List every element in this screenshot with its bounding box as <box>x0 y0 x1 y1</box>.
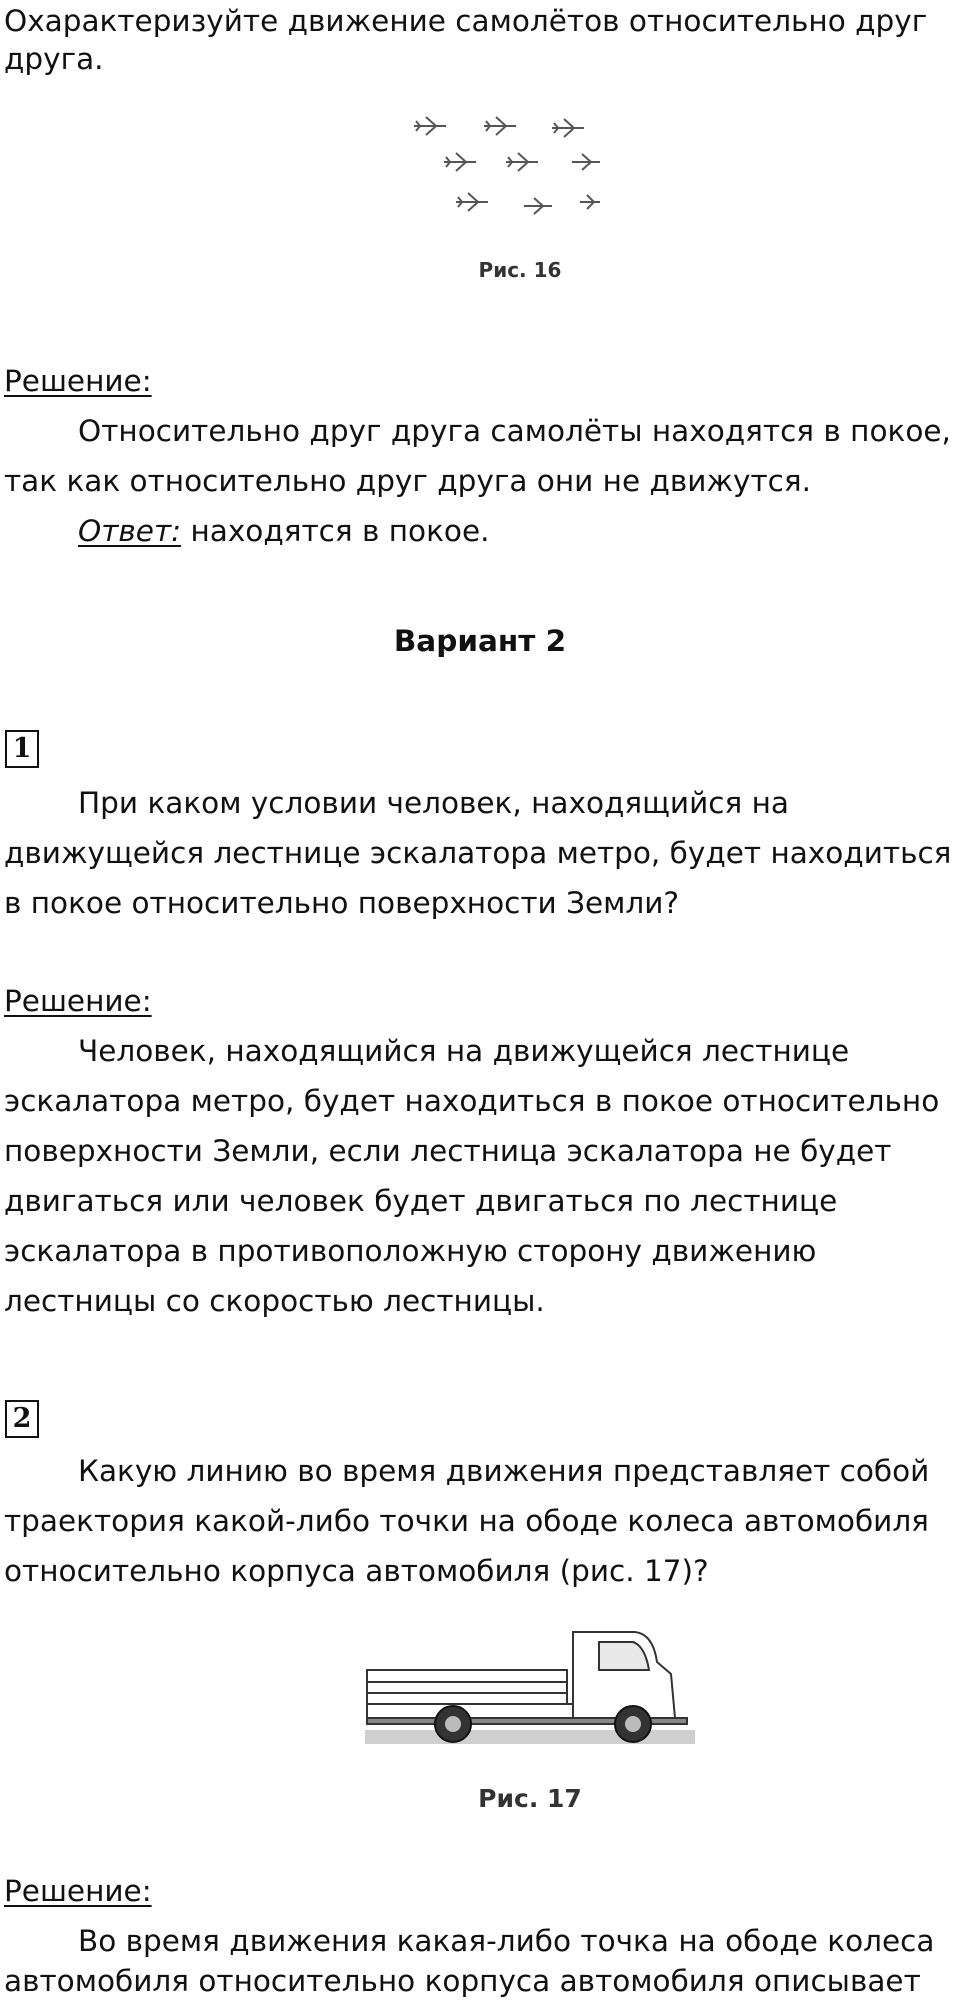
solution-line: автомобиля относительно корпуса автомобиля описывает <box>4 1964 921 1998</box>
question-line: Какую линию во время движения представляет собой <box>78 1454 930 1488</box>
solution-line: двигаться или человек будет двигаться по лестнице <box>4 1184 838 1218</box>
question-line: Охарактеризуйте движение самолётов относительно друг <box>4 4 928 38</box>
solution-line: лестницы со скоростью лестницы. <box>4 1284 545 1318</box>
solution-line: эскалатора в противоположную сторону движению <box>4 1234 817 1268</box>
task-number-box: 1 <box>5 730 39 768</box>
truck-figure <box>365 1622 695 1752</box>
solution-line: эскалатора метро, будет находиться в покое относительно <box>4 1084 940 1118</box>
answer-line <box>78 512 490 550</box>
solution-label: Решение: <box>4 1874 152 1908</box>
answer-text: находятся в покое. <box>181 514 490 548</box>
question-line: относительно корпуса автомобиля (рис. 17)? <box>4 1554 709 1588</box>
question-line: друга. <box>4 42 104 76</box>
answer-label: Ответ: <box>78 514 182 548</box>
solution-label: Решение: <box>4 364 152 398</box>
question-line: траектория какой-либо точки на ободе колеса автомобиля <box>4 1504 929 1538</box>
question-line: При каком условии человек, находящийся на <box>78 786 789 820</box>
variant-title: Вариант 2 <box>393 624 567 658</box>
solution-line: поверхности Земли, если лестница эскалатора не будет <box>4 1134 892 1168</box>
solution-line: Во время движения какая-либо точка на ободе колеса <box>78 1924 935 1958</box>
planes-figure <box>400 104 600 224</box>
task-number-box: 2 <box>5 1400 39 1438</box>
solution-line: Относительно друг друга самолёты находятся в покое, <box>78 414 951 448</box>
question-line: движущейся лестнице эскалатора метро, будет находиться <box>4 836 952 870</box>
solution-line: Человек, находящийся на движущейся лестнице <box>78 1034 850 1068</box>
figure-caption: Рис. 16 <box>478 258 562 282</box>
figure-caption: Рис. 17 <box>478 1784 582 1813</box>
solution-label: Решение: <box>4 984 152 1018</box>
question-line: в покое относительно поверхности Земли? <box>4 886 680 920</box>
solution-line: так как относительно друг друга они не движутся. <box>4 464 812 498</box>
